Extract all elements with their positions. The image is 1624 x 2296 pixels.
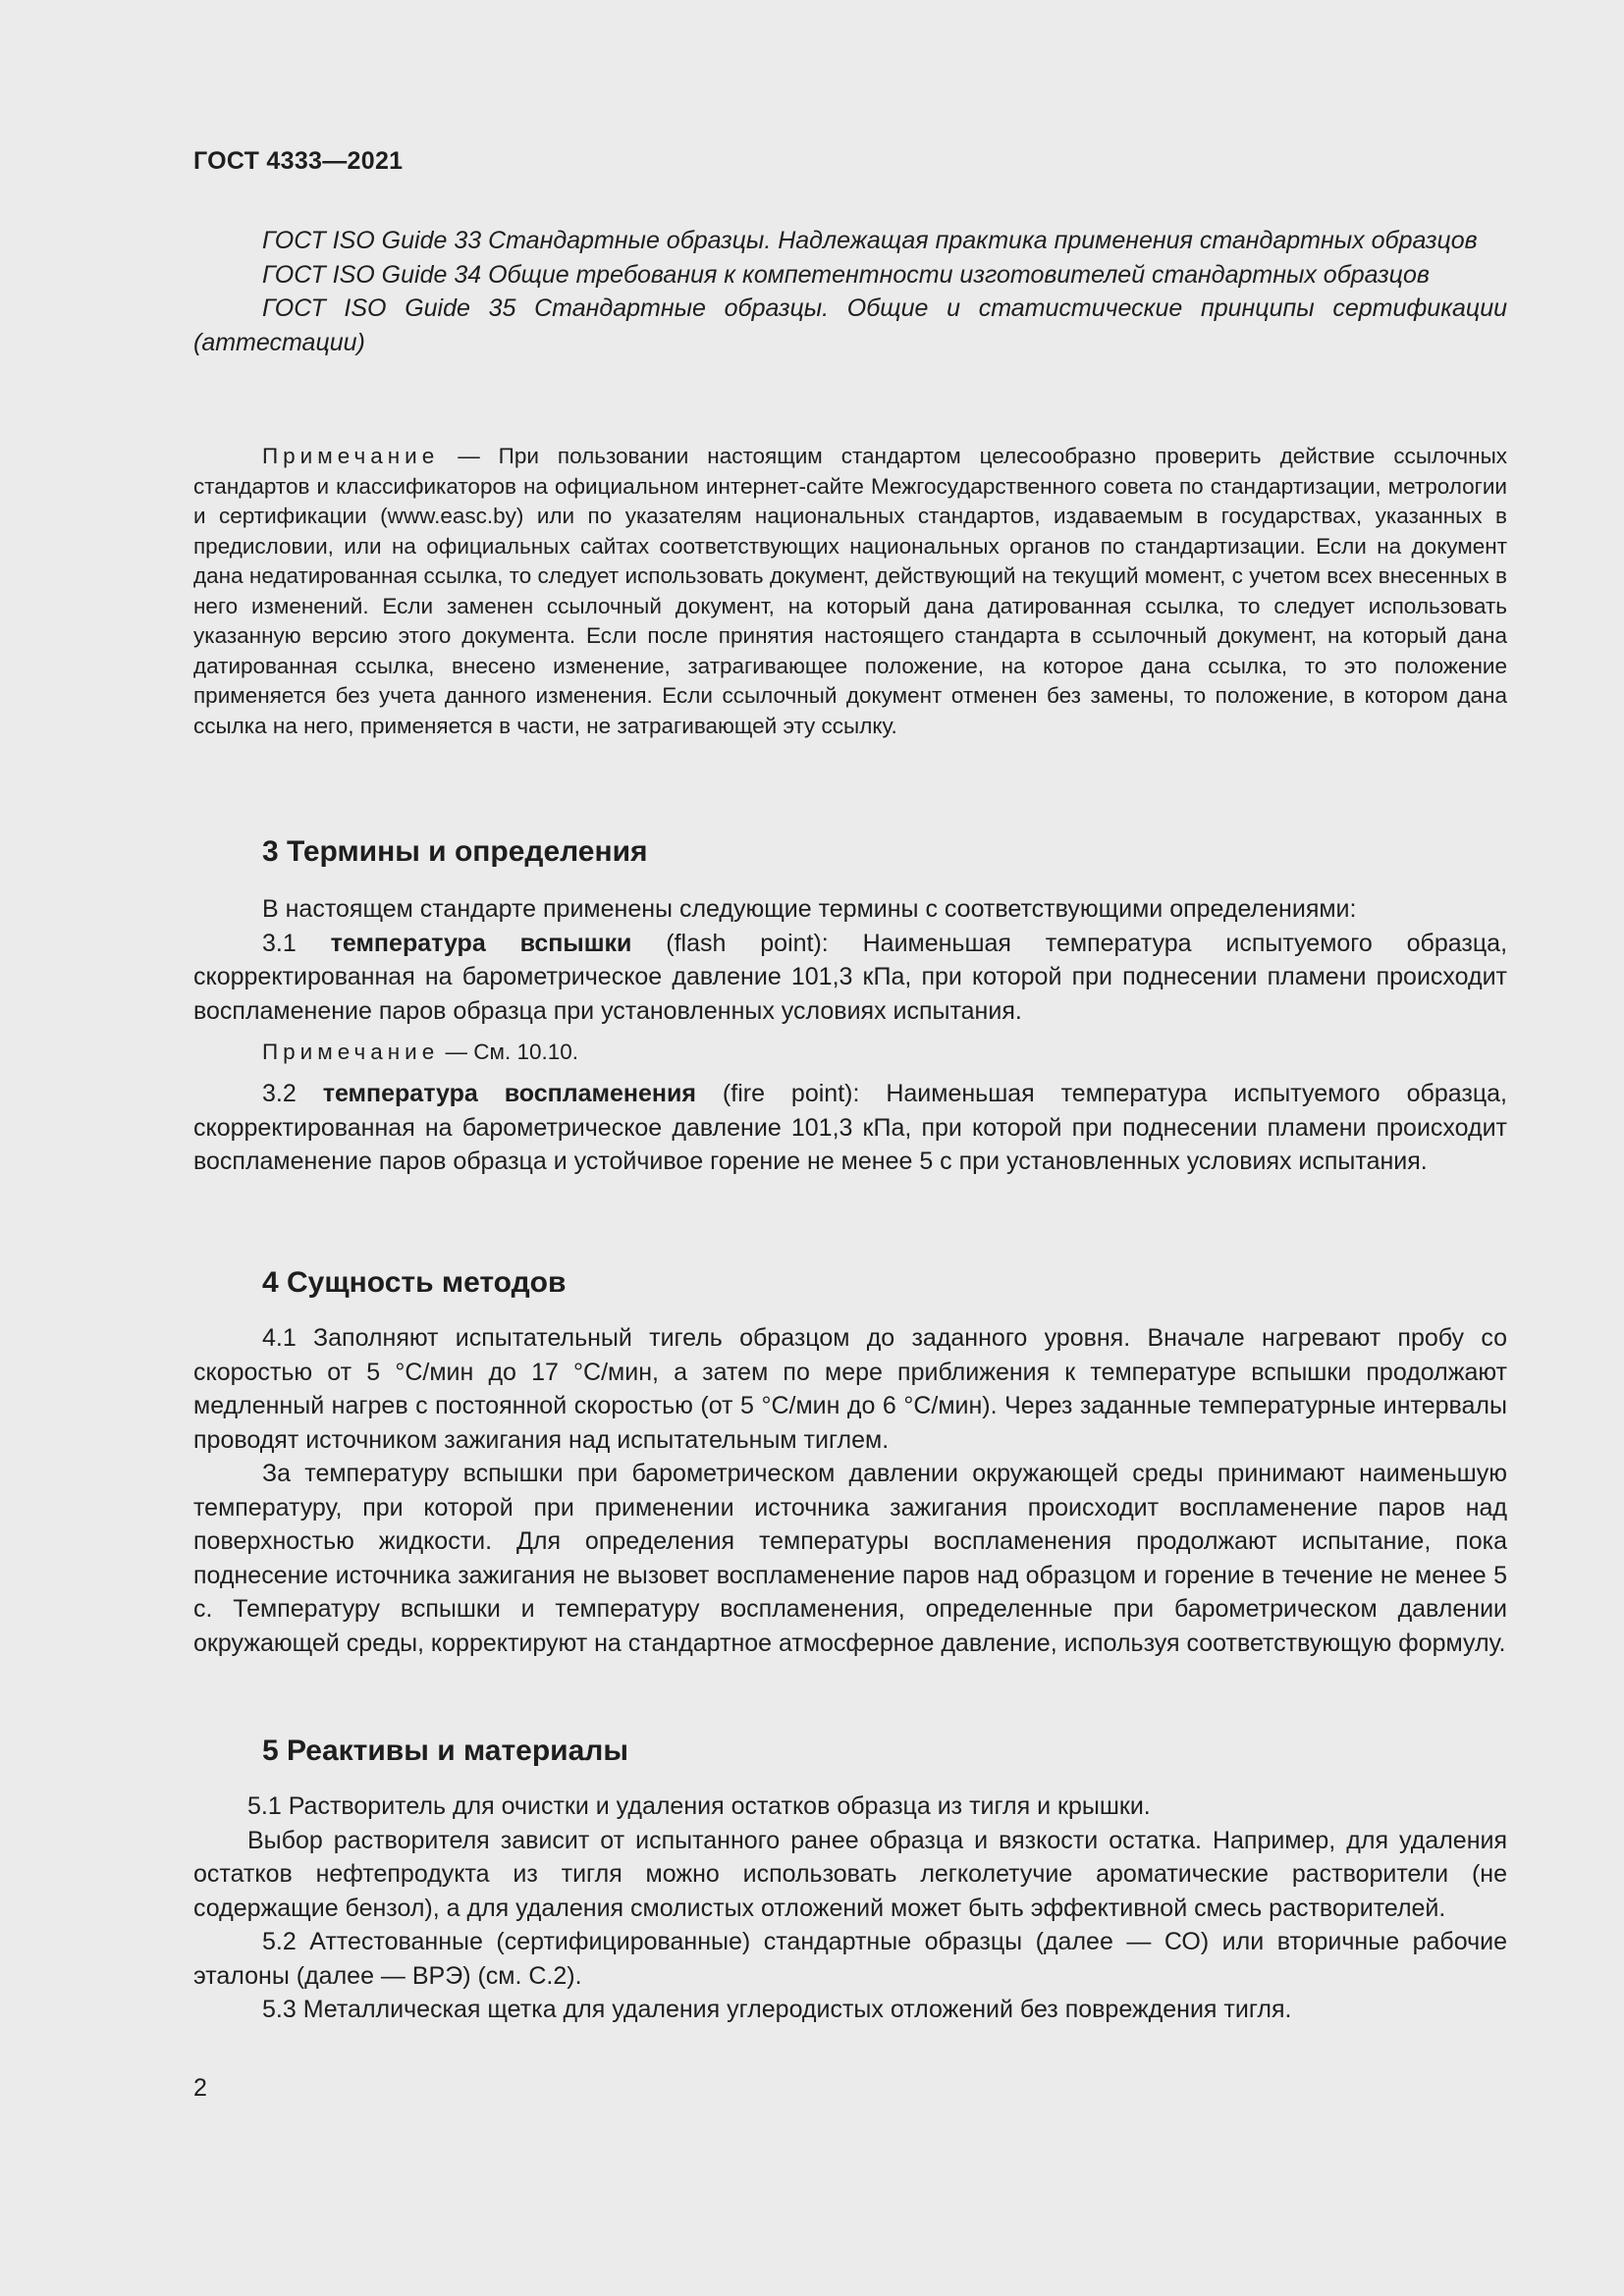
paragraph: 5.1 Растворитель для очистки и удаления остатков образца из тигля и крышки. bbox=[247, 1792, 1151, 1820]
section-body bbox=[193, 1321, 1507, 1660]
reference-item: ГОСТ ISO Guide 33 Стандартные образцы. Надлежащая практика применения стандартных образцов bbox=[262, 227, 1478, 254]
paragraph: Выбор растворителя зависит от испытанного ранее образца и вязкости остатка. Например, для удаления остатков нефтепродукта из тигля можно использовать легколетучие ароматические растворители (не содержащие бензол), а для удаления смолистых отложений может быть эффективной смесь растворителей. bbox=[193, 1826, 1507, 1922]
section-3 bbox=[193, 835, 1507, 1179]
note-label: Примечание bbox=[262, 444, 440, 468]
term-note: Примечание — См. 10.10. bbox=[262, 1040, 579, 1064]
section-title: 5 Реактивы и материалы bbox=[262, 1735, 628, 1767]
page-number: 2 bbox=[193, 2074, 207, 2102]
section-body bbox=[193, 1789, 1507, 2027]
references-note bbox=[193, 442, 1507, 741]
term-definition: 3.1 температура вспышки (flash point): Наименьшая температура испытуемого образца, скорректированная на барометрическое давление 101,3 кПа, при которой при поднесении пламени происходит воспламенение паров образца при установленных условиях испытания. bbox=[193, 929, 1508, 1025]
term-name: температура воспламенения bbox=[322, 1080, 696, 1107]
note-text: — При пользовании настоящим стандартом целесообразно проверить действие ссылочных стандартов и классификаторов на официальном интернет-сайте Межгосударственного совета по стандартизации, метрологии и сертификации (www.easc.by) или по указателям национальных стандартов, издаваемым в государствах, указанных в предисловии, или на официальных сайтах соответствующих национальных органов по стандартизации. Если на документ дана недатированная ссылка, то следует использовать документ, действующий на текущий момент, с учетом всех внесенных в него изменений. Если заменен ссылочный документ, на который дана датированная ссылка, то следует использовать указанную версию этого документа. Если после принятия настоящего стандарта в ссылочный документ, на который дана датированная ссылка, внесено изменение, затрагивающее положение, на которое дана ссылка, то это положение применяется без учета данного изменения. Если ссылочный документ отменен без замены, то положение, в котором дана ссылка на него, применяется в части, не затрагивающей эту ссылку. bbox=[193, 444, 1507, 738]
paragraph: 5.2 Аттестованные (сертифицированные) стандартные образцы (далее — СО) или вторичные рабочие эталоны (далее — ВРЭ) (см. С.2). bbox=[193, 1928, 1507, 1990]
reference-item: ГОСТ ISO Guide 34 Общие требования к компетентности изготовителей стандартных образцов bbox=[262, 260, 1430, 289]
section-title: 4 Сущность методов bbox=[262, 1266, 567, 1299]
term-name: температура вспышки bbox=[330, 929, 632, 957]
paragraph: 5.3 Металлическая щетка для удаления углеродистых отложений без повреждения тигля. bbox=[262, 1996, 1292, 2023]
paragraph: 4.1 Заполняют испытательный тигель образцом до заданного уровня. Вначале нагревают пробу со скоростью от 5 °С/мин до 17 °С/мин, а затем по мере приближения к температуре вспышки продолжают медленный нагрев с постоянной скоростью (от 5 °С/мин до 6 °С/мин). Через заданные температурные интервалы проводят источником зажигания над испытательным тиглем. bbox=[193, 1324, 1507, 1454]
document-header: ГОСТ 4333—2021 bbox=[193, 147, 404, 175]
term-definition: 3.2 температура воспламенения (fire point): Наименьшая температура испытуемого образца, скорректированная на барометрическое давление 101,3 кПа, при которой при поднесении пламени происходит воспламенение паров образца и устойчивое горение не менее 5 с при установленных условиях испытания. bbox=[193, 1080, 1508, 1175]
paragraph: За температуру вспышки при барометрическом давлении окружающей среды принимают наименьшую температуру, при которой при применении источника зажигания происходит воспламенение паров над поверхностью жидкости. Для определения температуры воспламенения продолжают испытание, пока поднесение источника зажигания не вызовет воспламенение паров над образцом и горение в течение не менее 5 с. Температуру вспышки и температуру воспламенения, определенные при барометрическом давлении окружающей среды, корректируют на стандартное атмосферное давление, используя соответствующую формулу. bbox=[193, 1460, 1507, 1657]
section-body bbox=[193, 892, 1507, 1179]
section-5 bbox=[193, 1735, 1507, 2027]
section-intro: В настоящем стандарте применены следующие термины с соответствующими определениями: bbox=[262, 895, 1357, 923]
normative-references bbox=[193, 224, 1507, 359]
section-title: 3 Термины и определения bbox=[262, 835, 648, 868]
reference-item: ГОСТ ISO Guide 35 Стандартные образцы. Общие и статистические принципы сертификации (аттестации) bbox=[193, 294, 1507, 356]
section-4 bbox=[193, 1266, 1507, 1660]
